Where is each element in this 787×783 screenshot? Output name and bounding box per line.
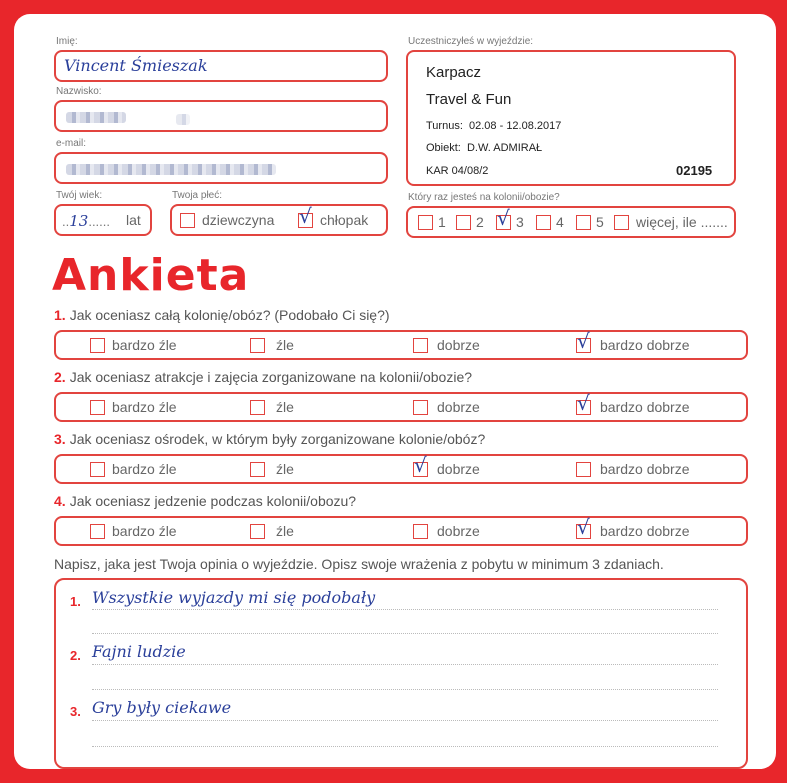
q4-checkbox-good[interactable] — [413, 524, 428, 539]
question-number: 4. — [54, 493, 66, 509]
q4-checkbox-very-good[interactable] — [576, 515, 591, 539]
checkmark-icon: √ — [299, 204, 312, 228]
q2-checkbox-very-bad[interactable] — [90, 400, 105, 415]
q4-option-very-good: bardzo dobrze — [600, 523, 690, 539]
times-option-4: 4 — [556, 214, 564, 230]
age-entry: ..13...... — [62, 212, 110, 230]
q1-option-bad: źle — [276, 337, 294, 353]
age-unit: lat — [126, 212, 141, 228]
survey-sheet — [14, 14, 776, 769]
gender-checkbox-female[interactable] — [180, 213, 195, 228]
q2-option-very-bad: bardzo źle — [112, 399, 177, 415]
question-text: Jak oceniasz całą kolonię/obóz? (Podobało Ci się?) — [69, 307, 390, 323]
times-option-3: 3 — [516, 214, 524, 230]
turnus-value: 02.08 - 12.08.2017 — [469, 120, 562, 132]
question-number: 3. — [54, 431, 66, 447]
trip-label: Uczestniczyłeś w wyjeździe: — [408, 36, 534, 47]
times-checkbox-4[interactable] — [536, 215, 551, 230]
gender-group — [170, 204, 388, 236]
age-field[interactable] — [54, 204, 152, 236]
times-option-1: 1 — [438, 214, 446, 230]
opinion-text-2: Fajni ludzie — [92, 642, 186, 661]
answer-row-1 — [54, 330, 748, 360]
q3-checkbox-very-good[interactable] — [576, 462, 591, 477]
trip-number: 02195 — [676, 163, 713, 178]
age-label: Twój wiek: — [56, 190, 103, 201]
q4-checkbox-bad[interactable] — [250, 524, 265, 539]
times-group — [406, 206, 736, 238]
q3-option-good: dobrze — [437, 461, 480, 477]
question-number: 2. — [54, 369, 66, 385]
q4-option-bad: źle — [276, 523, 294, 539]
trip-obiekt — [426, 142, 542, 154]
times-checkbox-2[interactable] — [456, 215, 471, 230]
email-field[interactable] — [54, 152, 388, 184]
answer-row-4 — [54, 516, 748, 546]
times-option-5: 5 — [596, 214, 604, 230]
opinion-text-3: Gry były ciekawe — [92, 698, 232, 717]
obiekt-label: Obiekt: — [426, 142, 461, 154]
obiekt-value: D.W. ADMIRAŁ — [466, 142, 543, 154]
name-value: Vincent Śmieszak — [64, 56, 208, 75]
age-value: 13 — [69, 212, 89, 230]
checkmark-icon: √ — [577, 515, 590, 539]
redacted-email — [66, 164, 276, 175]
trip-code: KAR 04/08/2 — [426, 165, 489, 177]
q1-checkbox-bad[interactable] — [250, 338, 265, 353]
opinion-number-2: 2. — [70, 648, 81, 663]
checkmark-icon: √ — [577, 391, 590, 415]
redacted-surname — [66, 112, 126, 123]
times-checkbox-5[interactable] — [576, 215, 591, 230]
question-4 — [54, 493, 356, 509]
form-title: Ankieta — [52, 250, 250, 301]
age-dots: ...... — [88, 214, 110, 229]
q1-option-very-good: bardzo dobrze — [600, 337, 690, 353]
q1-checkbox-very-good[interactable] — [576, 329, 591, 353]
q2-checkbox-very-good[interactable] — [576, 391, 591, 415]
surname-field[interactable] — [54, 100, 388, 132]
gender-option-female: dziewczyna — [202, 212, 275, 228]
opinion-box[interactable] — [54, 578, 748, 769]
opinion-text-1: Wszystkie wyjazdy mi się podobały — [92, 588, 376, 607]
q4-option-very-bad: bardzo źle — [112, 523, 177, 539]
q3-option-bad: źle — [276, 461, 294, 477]
opinion-line — [92, 609, 718, 610]
name-field[interactable] — [54, 50, 388, 82]
turnus-label: Turnus: — [426, 120, 463, 132]
times-checkbox-3[interactable] — [496, 206, 511, 230]
trip-organizer: Travel & Fun — [426, 91, 512, 108]
answer-row-2 — [54, 392, 748, 422]
times-checkbox-more[interactable] — [614, 215, 629, 230]
email-label: e-mail: — [56, 138, 87, 149]
question-text: Jak oceniasz jedzenie podczas kolonii/obozu? — [69, 493, 357, 509]
opinion-number-3: 3. — [70, 704, 81, 719]
q3-checkbox-good[interactable] — [413, 453, 428, 477]
q2-checkbox-good[interactable] — [413, 400, 428, 415]
q3-option-very-good: bardzo dobrze — [600, 461, 690, 477]
q2-option-bad: źle — [276, 399, 294, 415]
checkmark-icon: √ — [414, 453, 427, 477]
q2-option-good: dobrze — [437, 399, 480, 415]
checkmark-icon: √ — [577, 329, 590, 353]
opinion-line — [92, 664, 718, 665]
name-label: Imię: — [56, 36, 78, 47]
checkmark-icon: √ — [497, 206, 510, 230]
opinion-line — [92, 689, 718, 690]
opinion-line — [92, 746, 718, 747]
trip-info-box — [406, 50, 736, 186]
times-checkbox-1[interactable] — [418, 215, 433, 230]
opinion-prompt: Napisz, jaka jest Twoja opinia o wyjeździe. Opisz swoje wrażenia z pobytu w minimum 3 zdaniach. — [54, 556, 664, 572]
gender-label: Twoja płeć: — [172, 190, 223, 201]
q2-option-very-good: bardzo dobrze — [600, 399, 690, 415]
opinion-line — [92, 720, 718, 721]
q4-option-good: dobrze — [437, 523, 480, 539]
question-text: Jak oceniasz ośrodek, w którym były zorganizowane kolonie/obóz? — [69, 431, 486, 447]
q3-checkbox-very-bad[interactable] — [90, 462, 105, 477]
trip-turnus — [426, 120, 561, 132]
opinion-line — [92, 633, 718, 634]
question-number: 1. — [54, 307, 66, 323]
redacted-surname-fragment — [176, 114, 190, 125]
q1-option-very-bad: bardzo źle — [112, 337, 177, 353]
q3-checkbox-bad[interactable] — [250, 462, 265, 477]
question-1 — [54, 307, 390, 323]
q3-option-very-bad: bardzo źle — [112, 461, 177, 477]
q2-checkbox-bad[interactable] — [250, 400, 265, 415]
times-option-2: 2 — [476, 214, 484, 230]
times-option-more: więcej, ile ....... — [636, 214, 728, 230]
trip-place: Karpacz — [426, 64, 482, 81]
question-text: Jak oceniasz atrakcje i zajęcia zorganizowane na kolonii/obozie? — [69, 369, 473, 385]
gender-checkbox-male[interactable] — [298, 204, 313, 228]
opinion-number-1: 1. — [70, 594, 81, 609]
times-label: Który raz jesteś na kolonii/obozie? — [408, 192, 560, 203]
q1-option-good: dobrze — [437, 337, 480, 353]
q4-checkbox-very-bad[interactable] — [90, 524, 105, 539]
answer-row-3 — [54, 454, 748, 484]
surname-label: Nazwisko: — [56, 86, 102, 97]
question-3 — [54, 431, 485, 447]
gender-option-male: chłopak — [320, 212, 369, 228]
q1-checkbox-good[interactable] — [413, 338, 428, 353]
question-2 — [54, 369, 472, 385]
q1-checkbox-very-bad[interactable] — [90, 338, 105, 353]
